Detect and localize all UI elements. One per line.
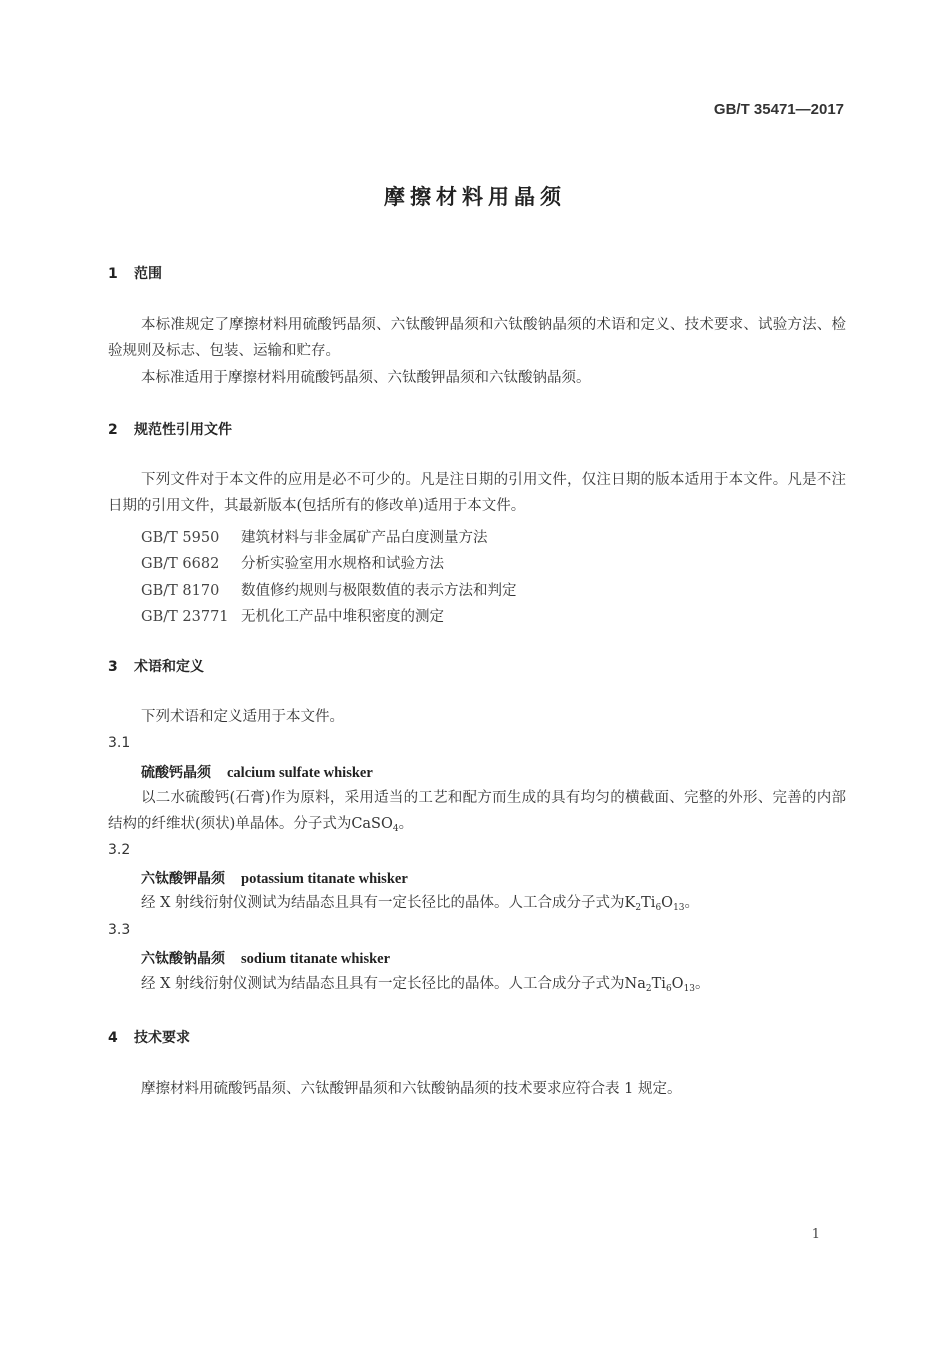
reference-code: GB/T 6682 (141, 556, 220, 572)
term-chinese: 硫酸钙晶须 (141, 765, 211, 781)
clause-number: 3.3 (108, 922, 131, 938)
formula-subscript: 6 (655, 903, 662, 913)
clause-number: 3.2 (108, 842, 131, 858)
section-1-paragraph-2: 本标准适用于摩擦材料用硫酸钙晶须、六钛酸钾晶须和六钛酸钠晶须。 (141, 370, 591, 386)
formula-subscript: 6 (665, 984, 672, 994)
reference-code: GB/T 23771 (141, 609, 229, 625)
section-title: 范围 (134, 266, 162, 282)
formula-subscript: 2 (645, 984, 652, 994)
section-title: 规范性引用文件 (134, 422, 232, 438)
formula-subscript: 13 (673, 903, 685, 913)
formula-part: Na (624, 976, 646, 992)
term-heading (141, 948, 390, 968)
reference-item (141, 526, 488, 547)
section-number: 3 (108, 659, 118, 675)
page-number: 1 (811, 1227, 820, 1242)
reference-title: 无机化工产品中堆积密度的测定 (241, 609, 444, 625)
section-4-paragraph-1: 摩擦材料用硫酸钙晶须、六钛酸钾晶须和六钛酸钠晶须的技术要求应符合表 1 规定。 (141, 1081, 682, 1097)
definition-text: 经 X 射线衍射仪测试为结晶态且具有一定长径比的晶体。人工合成分子式为 (141, 895, 625, 911)
reference-code: GB/T 5950 (141, 530, 220, 546)
term-definition (108, 785, 846, 842)
term-definition (108, 890, 846, 921)
section-3-paragraph-1: 下列术语和定义适用于本文件。 (141, 709, 344, 725)
reference-item (141, 579, 517, 600)
formula-end: 。 (684, 895, 700, 911)
formula-part: Ti (641, 895, 656, 911)
formula-part: CaSO (351, 816, 393, 832)
section-3-heading (108, 656, 204, 676)
formula-end: 。 (695, 976, 710, 992)
reference-title: 数值修约规则与极限数值的表示方法和判定 (241, 583, 517, 599)
chemical-formula (625, 976, 695, 992)
term-chinese: 六钛酸钠晶须 (141, 951, 225, 967)
formula-part: Ti (651, 976, 666, 992)
standard-number: GB/T 35471—2017 (713, 101, 844, 118)
term-definition (108, 971, 846, 1002)
formula-end: 。 (398, 816, 414, 832)
section-4-heading (108, 1027, 190, 1047)
reference-title: 分析实验室用水规格和试验方法 (241, 556, 444, 572)
section-2-paragraph-1: 下列文件对于本文件的应用是必不可少的。凡是注日期的引用文件，仅注日期的版本适用于本文件。凡是不注日期的引用文件，其最新版本(包括所有的修改单)适用于本文件。 (108, 472, 846, 514)
term-english: potassium titanate whisker (241, 871, 408, 887)
section-1-paragraph-1: 本标准规定了摩擦材料用硫酸钙晶须、六钛酸钾晶须和六钛酸钠晶须的术语和定义、技术要求、试验方法、检验规则及标志、包装、运输和贮存。 (108, 317, 846, 359)
formula-subscript: 2 (635, 903, 642, 913)
formula-part: O (661, 895, 674, 911)
reference-code: GB/T 8170 (141, 583, 220, 599)
term-heading (141, 868, 408, 888)
term-english: sodium titanate whisker (241, 951, 391, 967)
document-title: 摩擦材料用晶须 (384, 185, 566, 209)
formula-subscript: 13 (683, 984, 696, 994)
reference-item (141, 552, 444, 573)
formula-part: K (624, 895, 636, 911)
section-title: 技术要求 (134, 1030, 190, 1046)
section-title: 术语和定义 (134, 659, 204, 675)
section-2-heading (108, 419, 232, 439)
reference-title: 建筑材料与非金属矿产品白度测量方法 (241, 530, 488, 546)
term-heading (141, 762, 373, 782)
formula-subscript: 4 (392, 824, 399, 834)
section-number: 4 (108, 1030, 118, 1046)
term-chinese: 六钛酸钾晶须 (141, 871, 225, 887)
formula-part: O (671, 976, 684, 992)
chemical-formula (351, 816, 398, 832)
chemical-formula (625, 895, 685, 911)
term-english: calcium sulfate whisker (227, 765, 373, 781)
section-number: 1 (108, 266, 118, 282)
section-number: 2 (108, 422, 118, 438)
definition-text: 经 X 射线衍射仪测试为结晶态且具有一定长径比的晶体。人工合成分子式为 (141, 976, 625, 992)
clause-number: 3.1 (108, 735, 131, 751)
definition-text: 以二水硫酸钙(石膏)作为原料，采用适当的工艺和配方而生成的具有均匀的横截面、完整的外形、完善的内部结构的纤维状(须状)单晶体。分子式为 (108, 790, 846, 832)
reference-item (141, 605, 444, 626)
section-1-heading (108, 263, 162, 283)
